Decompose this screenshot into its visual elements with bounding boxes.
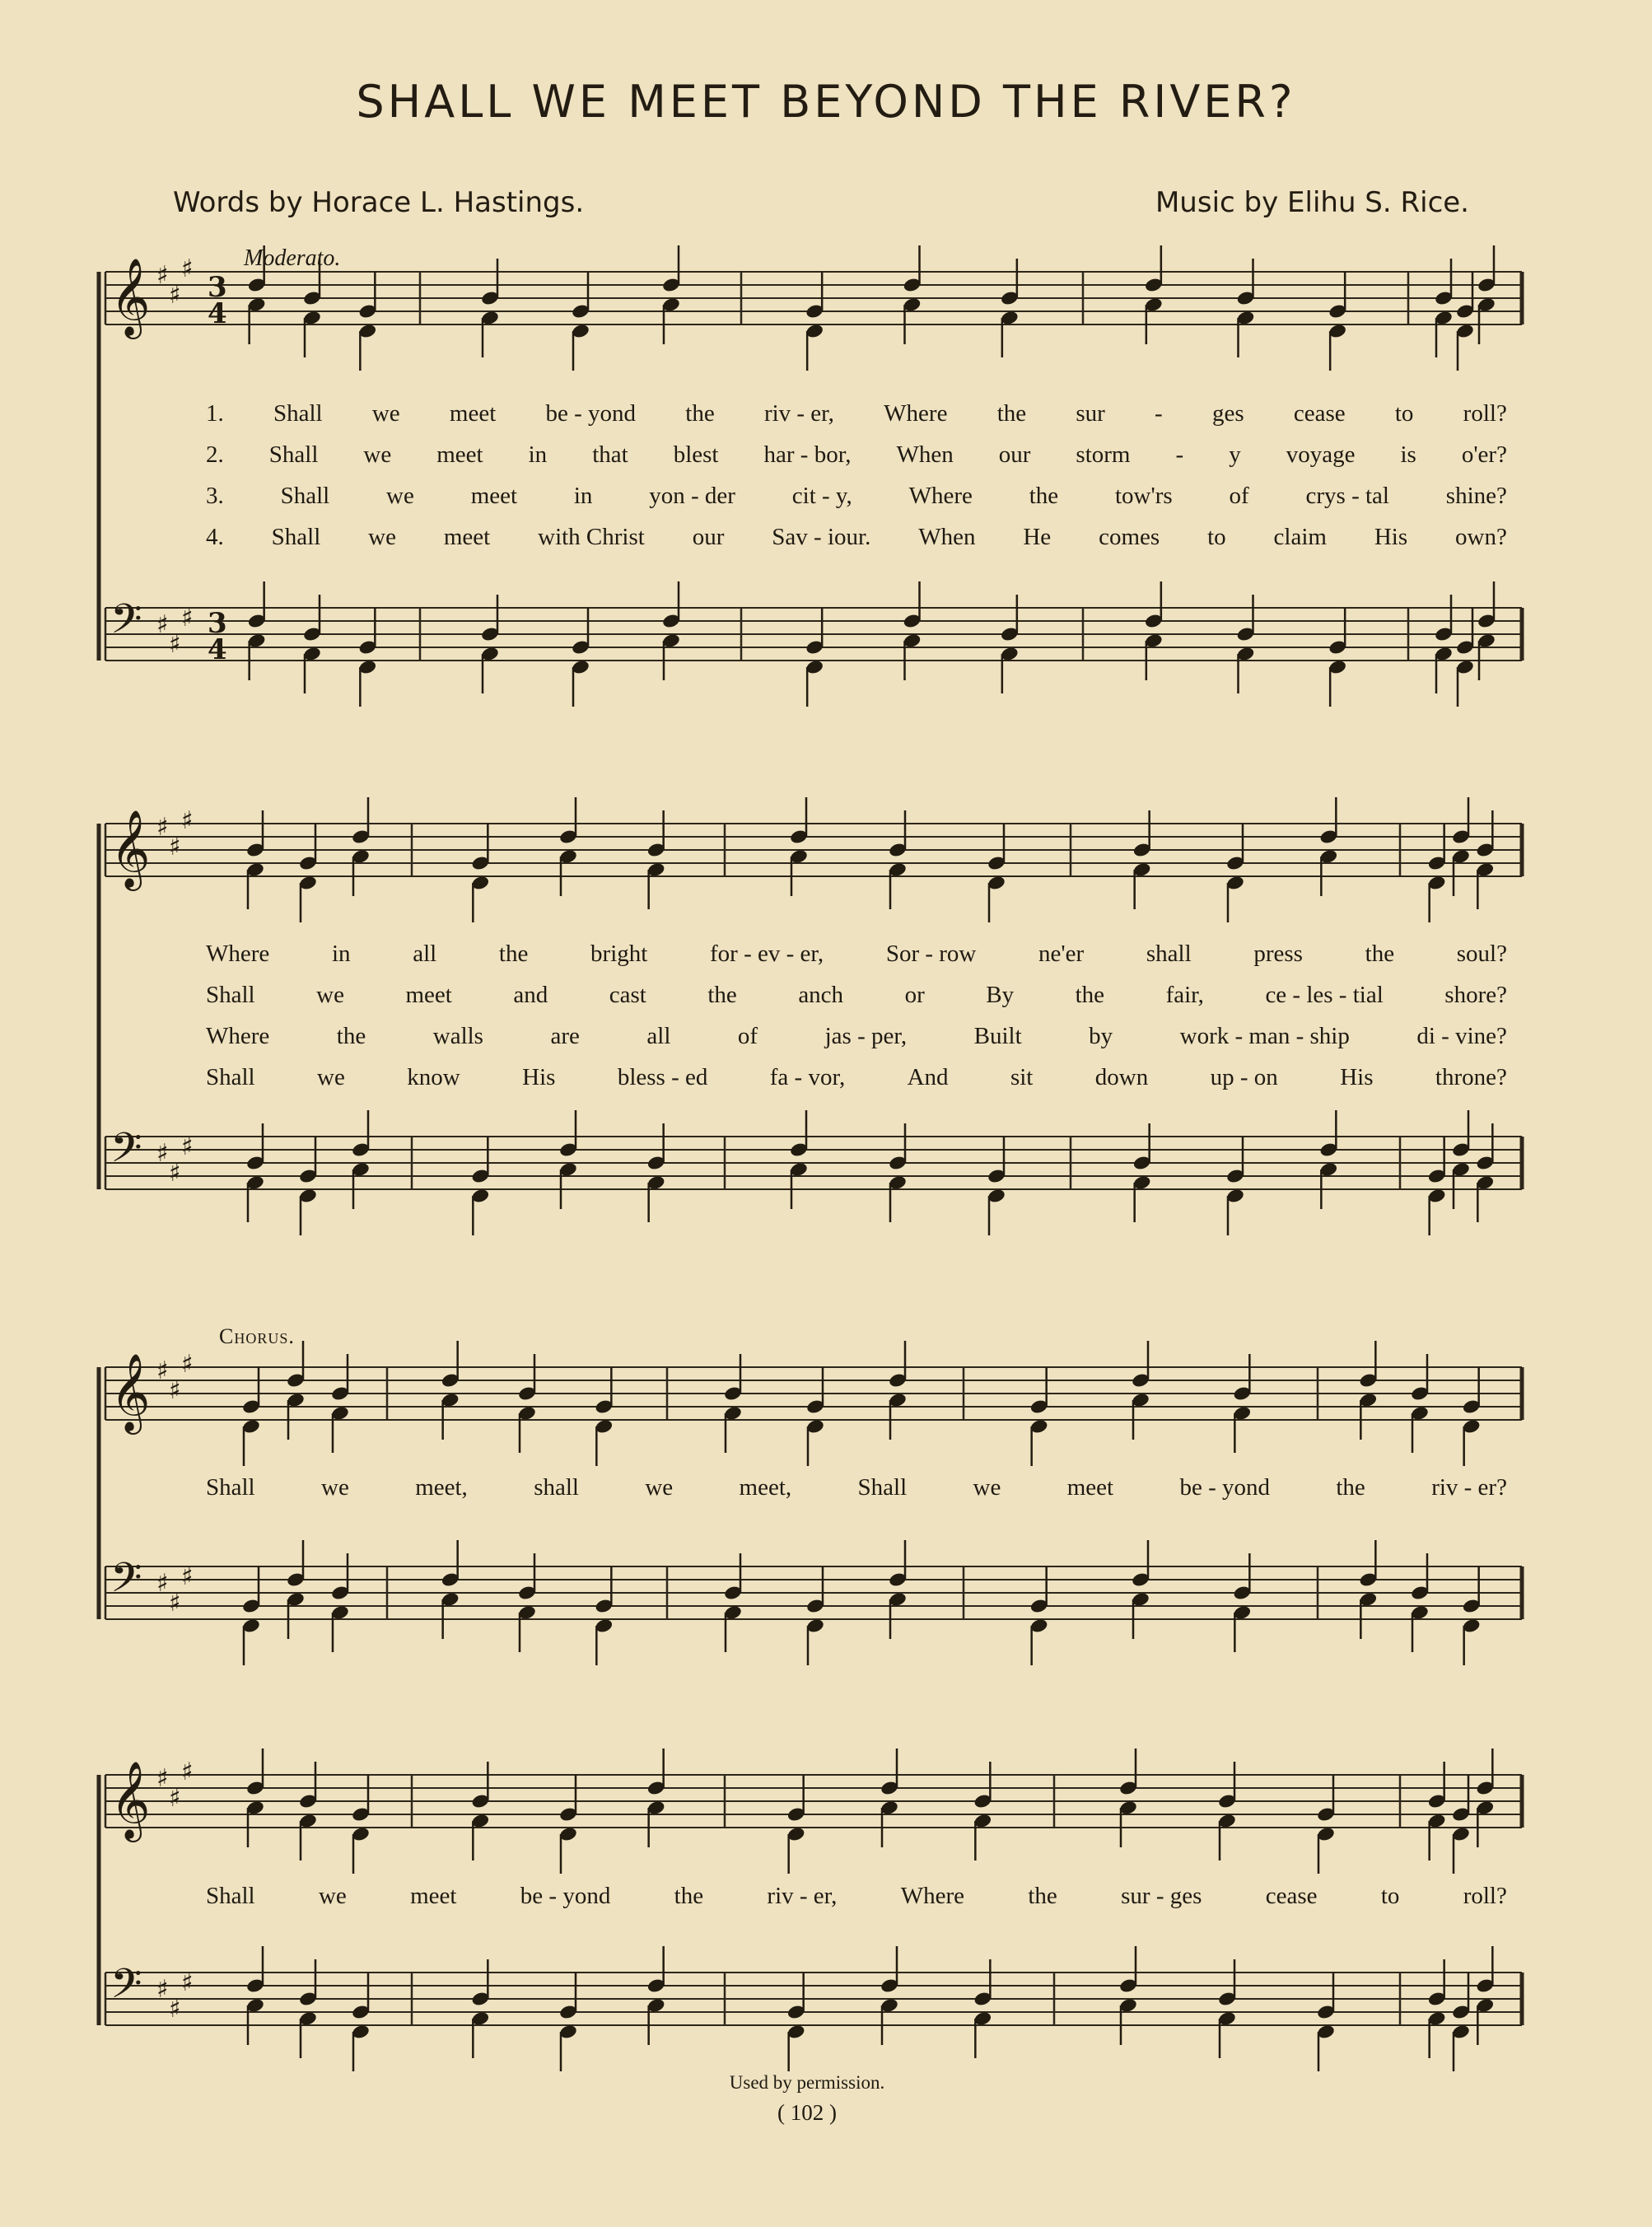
- lyric-syllable: claim: [1273, 524, 1327, 550]
- lyric-syllable: we: [371, 400, 400, 427]
- lyric-syllable: riv - er?: [1431, 1474, 1507, 1501]
- bass-staff: [105, 1110, 1522, 1235]
- system-4: [99, 1748, 1522, 2071]
- lyric-syllable: Where: [206, 941, 270, 967]
- lyric-syllable: His: [1374, 524, 1408, 550]
- system-3: [99, 1341, 1522, 1665]
- page-number: ( 102 ): [777, 2100, 837, 2125]
- lyric-syllable: ce - les - tial: [1265, 982, 1384, 1008]
- lyric-syllable: His: [1340, 1064, 1374, 1090]
- bass-clef-icon: 𝄢: [110, 1960, 142, 2018]
- lyric-syllable: we: [363, 441, 392, 468]
- lyric-syllable: har - bor,: [763, 441, 852, 468]
- lyric-syllable: shall: [534, 1474, 579, 1501]
- sharp-icon: ♯: [169, 1784, 181, 1813]
- lyric-syllable: the: [685, 400, 715, 427]
- system-2: [99, 797, 1522, 1235]
- lyric-syllable: bless - ed: [617, 1064, 708, 1090]
- sharp-icon: ♯: [181, 604, 194, 633]
- time-signature-bottom: 4: [208, 633, 227, 666]
- lyric-syllable: in: [573, 483, 593, 509]
- lyric-syllable: When: [896, 441, 954, 468]
- lyric-syllable: of: [1229, 483, 1249, 509]
- lyric-syllable: His: [522, 1064, 556, 1090]
- lyric-syllable: walls: [432, 1023, 483, 1049]
- sharp-icon: ♯: [169, 833, 181, 861]
- sharp-icon: ♯: [181, 1350, 194, 1379]
- lyric-syllable: Where: [908, 483, 973, 509]
- lyric-syllable: we: [645, 1474, 674, 1501]
- lyric-syllable: sur - ges: [1121, 1883, 1202, 1909]
- lyric-syllable: Shall: [206, 1474, 255, 1501]
- lyric-syllable: -: [1175, 441, 1184, 468]
- lyric-syllable: ges: [1211, 400, 1244, 427]
- lyric-syllable: we: [316, 982, 344, 1008]
- lyric-syllable: we: [368, 524, 396, 550]
- lyric-syllable: meet: [470, 483, 518, 509]
- lyric-syllable: y: [1229, 441, 1241, 468]
- sharp-icon: ♯: [169, 1589, 181, 1618]
- sharp-icon: ♯: [156, 1975, 169, 2004]
- lyric-syllable: And: [907, 1064, 949, 1090]
- lyric-syllable: with Christ: [538, 524, 645, 550]
- lyric-syllable: shine?: [1445, 483, 1507, 509]
- lyric-syllable: sit: [1010, 1064, 1034, 1090]
- lyric-syllable: the: [498, 941, 529, 967]
- bass-clef-icon: 𝄢: [110, 1124, 142, 1182]
- sharp-icon: ♯: [181, 1968, 194, 1997]
- lyric-syllable: the: [1365, 941, 1395, 967]
- lyric-syllable: to: [1380, 1883, 1400, 1909]
- lyric-syllable: we: [386, 483, 414, 509]
- lyric-syllable: 1.: [206, 400, 224, 427]
- lyric-syllable: the: [1336, 1474, 1365, 1501]
- sharp-icon: ♯: [156, 1569, 169, 1598]
- chorus-label: Chorus.: [219, 1324, 295, 1348]
- sharp-icon: ♯: [169, 1995, 181, 2024]
- lyric-syllable: meet,: [415, 1474, 468, 1501]
- sharp-icon: ♯: [156, 610, 169, 639]
- lyric-syllable: we: [317, 1064, 345, 1090]
- lyric-syllable: storm: [1076, 441, 1131, 468]
- lyric-syllable: in: [528, 441, 548, 468]
- permission-note: Used by permission.: [729, 2072, 885, 2093]
- treble-clef-icon: 𝄞: [110, 258, 151, 336]
- lyric-syllable: Shall: [268, 441, 319, 468]
- tempo-marking: Moderato.: [244, 245, 341, 271]
- lyric-syllable: to: [1207, 524, 1226, 550]
- bass-staff: [105, 581, 1522, 707]
- lyric-syllable: crys - tal: [1305, 483, 1389, 509]
- treble-clef-icon: 𝄞: [110, 1761, 151, 1839]
- lyric-line: [206, 941, 1507, 968]
- lyric-syllable: fa - vor,: [769, 1064, 846, 1090]
- treble-staff: [105, 1748, 1522, 1874]
- lyric-syllable: ne'er: [1038, 941, 1085, 967]
- words-credit: Words by Horace L. Hastings.: [173, 186, 585, 219]
- lyric-syllable: is: [1400, 441, 1416, 468]
- time-signature-top: 3: [208, 271, 227, 304]
- page-title: SHALL WE MEET BEYOND THE RIVER?: [356, 76, 1296, 128]
- lyric-syllable: to: [1394, 400, 1414, 427]
- lyric-syllable: cease: [1293, 400, 1346, 427]
- lyric-syllable: di - vine?: [1416, 1023, 1507, 1049]
- lyric-syllable: Built: [973, 1023, 1022, 1049]
- lyric-syllable: the: [996, 400, 1027, 427]
- lyric-syllable: He: [1023, 524, 1052, 550]
- lyric-line: [206, 1883, 1507, 1910]
- lyric-line: [206, 441, 1507, 469]
- lyric-syllable: and: [513, 982, 548, 1008]
- lyric-syllable: or: [904, 982, 925, 1008]
- bass-staff: [105, 1540, 1522, 1665]
- lyric-syllable: blest: [673, 441, 719, 468]
- bass-clef-icon: 𝄢: [110, 1554, 142, 1612]
- lyric-syllable: roll?: [1463, 1883, 1507, 1909]
- sharp-icon: ♯: [169, 281, 181, 310]
- lyric-syllable: Shall: [857, 1474, 908, 1501]
- lyric-syllable: throne?: [1435, 1064, 1507, 1090]
- lyric-syllable: voyage: [1286, 441, 1356, 468]
- lyric-syllable: shore?: [1444, 982, 1507, 1008]
- lyric-syllable: our: [692, 524, 725, 550]
- lyric-syllable: up - on: [1210, 1064, 1278, 1090]
- lyric-syllable: meet: [410, 1883, 457, 1909]
- lyric-syllable: the: [674, 1883, 704, 1909]
- lyric-syllable: in: [331, 941, 351, 967]
- treble-staff: [105, 245, 1522, 371]
- lyric-syllable: Shall: [206, 1883, 255, 1909]
- music-credit: Music by Elihu S. Rice.: [1155, 186, 1469, 219]
- lyric-syllable: Shall: [273, 400, 323, 427]
- lyric-syllable: Shall: [271, 524, 321, 550]
- lyric-syllable: Shall: [280, 483, 330, 509]
- lyric-syllable: yon - der: [649, 483, 735, 509]
- sharp-icon: ♯: [181, 806, 194, 835]
- lyric-syllable: riv - er,: [763, 400, 834, 427]
- lyric-syllable: that: [592, 441, 628, 468]
- sharp-icon: ♯: [181, 254, 194, 283]
- lyric-syllable: Shall: [206, 1064, 255, 1090]
- lyric-syllable: meet: [449, 400, 497, 427]
- lyric-line: [206, 982, 1507, 1009]
- lyric-syllable: the: [1075, 982, 1105, 1008]
- lyric-syllable: all: [646, 1023, 671, 1049]
- lyric-syllable: Where: [884, 400, 948, 427]
- sharp-icon: ♯: [156, 261, 169, 290]
- lyric-syllable: the: [1028, 1883, 1057, 1909]
- sharp-icon: ♯: [156, 813, 169, 842]
- lyric-syllable: know: [407, 1064, 460, 1090]
- lyric-syllable: we: [321, 1474, 349, 1501]
- lyric-syllable: work - man - ship: [1179, 1023, 1350, 1049]
- lyric-syllable: jas - per,: [824, 1023, 908, 1049]
- lyric-syllable: press: [1253, 941, 1303, 967]
- sharp-icon: ♯: [181, 1758, 194, 1786]
- lyric-syllable: Sor - row: [885, 941, 977, 967]
- lyric-line: [206, 1064, 1507, 1091]
- lyric-syllable: cease: [1265, 1883, 1318, 1909]
- sharp-icon: ♯: [169, 630, 181, 659]
- lyric-syllable: own?: [1455, 524, 1507, 550]
- lyric-syllable: o'er?: [1461, 441, 1507, 468]
- lyric-syllable: fair,: [1165, 982, 1204, 1008]
- lyric-syllable: for - ev - er,: [710, 941, 824, 967]
- lyric-syllable: cast: [609, 982, 646, 1008]
- sharp-icon: ♯: [181, 1562, 194, 1591]
- sharp-icon: ♯: [169, 1159, 181, 1188]
- lyric-syllable: the: [336, 1023, 366, 1049]
- lyric-syllable: Where: [900, 1883, 965, 1909]
- lyric-syllable: comes: [1099, 524, 1160, 550]
- lyric-syllable: -: [1155, 400, 1163, 427]
- treble-clef-icon: 𝄞: [110, 810, 151, 888]
- lyric-syllable: roll?: [1463, 400, 1507, 427]
- treble-clef-icon: 𝄞: [110, 1353, 151, 1431]
- treble-staff: [105, 797, 1522, 922]
- lyric-syllable: our: [998, 441, 1031, 468]
- lyric-syllable: of: [737, 1023, 758, 1049]
- time-signature-top: 3: [208, 607, 227, 640]
- lyric-syllable: 4.: [206, 524, 224, 550]
- system-1: [99, 245, 1522, 707]
- lyric-line: [206, 524, 1507, 551]
- lyric-line: [206, 483, 1507, 510]
- lyric-syllable: cit - y,: [791, 483, 852, 509]
- lyric-syllable: 2.: [206, 441, 224, 468]
- lyric-syllable: Where: [206, 1023, 270, 1049]
- lyric-syllable: meet: [1066, 1474, 1114, 1501]
- lyric-syllable: meet: [443, 524, 491, 550]
- bass-staff: [105, 1946, 1522, 2071]
- lyric-line: [206, 400, 1507, 427]
- lyric-syllable: sur: [1076, 400, 1105, 427]
- lyric-syllable: are: [550, 1023, 580, 1049]
- lyric-line: [206, 1474, 1507, 1501]
- lyric-syllable: meet: [436, 441, 483, 468]
- sharp-icon: ♯: [156, 1764, 169, 1793]
- lyric-syllable: meet,: [739, 1474, 792, 1501]
- sharp-icon: ♯: [181, 1132, 194, 1161]
- lyric-syllable: be - yond: [520, 1883, 611, 1909]
- lyric-syllable: 3.: [206, 483, 224, 509]
- lyric-syllable: tow'rs: [1115, 483, 1173, 509]
- lyric-syllable: we: [318, 1883, 347, 1909]
- lyric-syllable: meet: [405, 982, 452, 1008]
- lyric-syllable: anch: [798, 982, 844, 1008]
- sharp-icon: ♯: [169, 1376, 181, 1405]
- lyric-syllable: down: [1094, 1064, 1149, 1090]
- sharp-icon: ♯: [156, 1356, 169, 1385]
- lyric-syllable: bright: [590, 941, 648, 967]
- lyric-syllable: the: [1029, 483, 1059, 509]
- lyric-line: [206, 1023, 1507, 1050]
- bass-clef-icon: 𝄢: [110, 595, 142, 653]
- lyric-syllable: When: [918, 524, 976, 550]
- lyric-syllable: riv - er,: [767, 1883, 838, 1909]
- treble-staff: [105, 1341, 1522, 1466]
- lyric-syllable: Sav - iour.: [772, 524, 871, 550]
- lyric-syllable: Shall: [206, 982, 255, 1008]
- lyric-syllable: soul?: [1456, 941, 1507, 967]
- lyric-syllable: we: [973, 1474, 1001, 1501]
- lyric-syllable: shall: [1146, 941, 1192, 967]
- lyric-syllable: By: [986, 982, 1015, 1008]
- time-signature-bottom: 4: [208, 297, 227, 330]
- lyric-syllable: be - yond: [1179, 1474, 1270, 1501]
- sharp-icon: ♯: [156, 1139, 169, 1168]
- lyric-syllable: be - yond: [545, 400, 637, 427]
- lyric-syllable: by: [1089, 1023, 1113, 1049]
- lyric-syllable: the: [707, 982, 737, 1008]
- lyric-syllable: all: [413, 941, 437, 967]
